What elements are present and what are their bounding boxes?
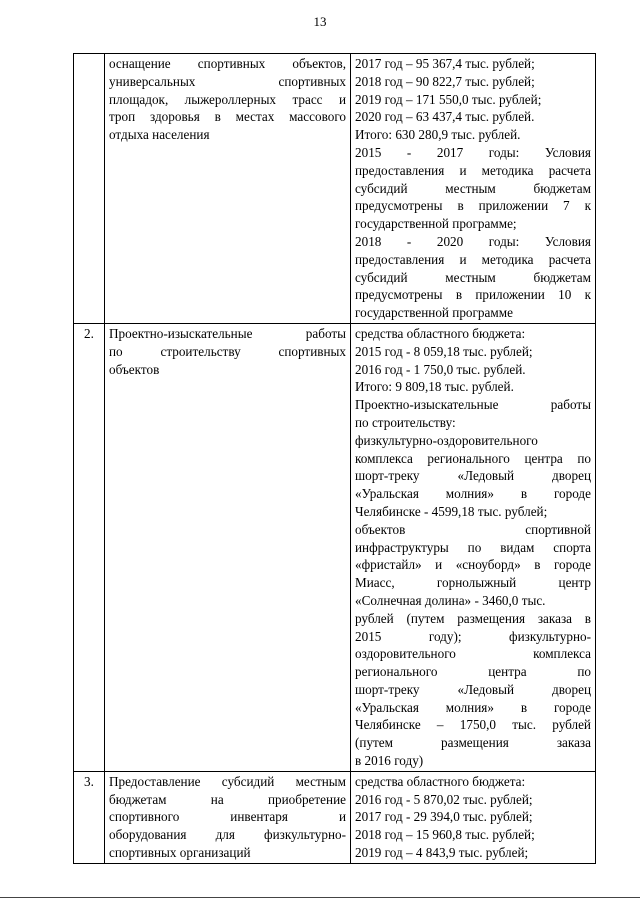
funding-source-line: Челябинске - 4599,18 тыс. рублей; xyxy=(355,503,548,519)
funding-source-line: Итого: 9 809,18 тыс. рублей. xyxy=(355,379,514,395)
funding-source-line: 2015 - 2017 годы: Условия xyxy=(355,144,591,160)
funding-source-line: 2020 год – 63 437,4 тыс. рублей. xyxy=(355,109,535,125)
funding-source-line: инфраструктуры по видам спорта xyxy=(355,539,591,555)
funding-source-cell xyxy=(351,54,596,324)
activity-name-line: площадок, лыжероллерных трасс и xyxy=(109,91,346,107)
activity-name-line: по строительству спортивных xyxy=(109,343,346,359)
funding-source-line: в 2016 году) xyxy=(355,753,424,769)
funding-source-line: «Солнечная долина» - 3460,0 тыс. xyxy=(355,592,546,608)
funding-source-line: 2018 - 2020 годы: Условия xyxy=(355,233,591,249)
funding-source-line: физкультурно-оздоровительного xyxy=(355,432,538,448)
funding-source-line: 2016 год - 5 870,02 тыс. рублей; xyxy=(355,791,533,807)
bottom-rule xyxy=(0,897,640,898)
funding-source-line: субсидий местным бюджетам xyxy=(355,269,591,285)
row-number xyxy=(74,54,105,324)
funding-source-cell xyxy=(351,771,596,863)
funding-source-line: субсидий местным бюджетам xyxy=(355,180,591,196)
funding-source-line: предусмотрены в приложении 10 к xyxy=(355,287,591,303)
activity-name-line: оснащение спортивных объектов, xyxy=(109,56,346,71)
funding-source-line: 2018 год – 90 822,7 тыс. рублей; xyxy=(355,73,535,89)
funding-source-line: рублей (путем размещения заказа в xyxy=(355,610,591,626)
activity-name-line: спортивных организаций xyxy=(109,845,251,861)
funding-source-line: 2017 год - 29 394,0 тыс. рублей; xyxy=(355,809,533,825)
funding-source-line: 2017 год – 95 367,4 тыс. рублей; xyxy=(355,56,535,71)
funding-source-line: Миасс, горнолыжный центр xyxy=(355,575,591,591)
funding-source-line: государственной программе; xyxy=(355,216,517,232)
row-number: 2. xyxy=(74,323,105,771)
program-table xyxy=(73,53,596,864)
table-row xyxy=(74,54,596,324)
row-number: 3. xyxy=(74,771,105,863)
funding-source-line: шорт-треку «Ледовый дворец xyxy=(355,681,591,697)
funding-source-line: «Уральская молния» в городе xyxy=(355,486,591,502)
table-body xyxy=(74,54,596,864)
funding-source-line: Проектно-изыскательные работы xyxy=(355,397,591,413)
funding-source-line: средства областного бюджета: xyxy=(355,773,526,789)
funding-source-line: Челябинске – 1750,0 тыс. рублей xyxy=(355,717,591,733)
funding-source-line: шорт-треку «Ледовый дворец xyxy=(355,468,591,484)
activity-name-line: оборудования для физкультурно- xyxy=(109,827,346,843)
activity-name-line: бюджетам на приобретение xyxy=(109,791,346,807)
activity-name-cell xyxy=(105,323,351,771)
funding-source-line: по строительству: xyxy=(355,414,456,430)
funding-source-line: предоставления и методика расчета xyxy=(355,162,591,178)
funding-source-line: государственной программе xyxy=(355,305,513,321)
funding-source-line: 2019 год – 171 550,0 тыс. рублей; xyxy=(355,91,542,107)
funding-source-line: оздоровительного комплекса xyxy=(355,646,591,662)
funding-source-line: комплекса регионального центра по xyxy=(355,450,591,466)
activity-name-line: спортивного инвентаря и xyxy=(109,809,346,825)
table-row xyxy=(74,323,596,771)
funding-source-line: объектов спортивной xyxy=(355,521,591,537)
activity-name-cell xyxy=(105,771,351,863)
activity-name-line: отдыха населения xyxy=(109,127,210,143)
funding-source-line: 2019 год – 4 843,9 тыс. рублей; xyxy=(355,845,529,861)
activity-name-line: объектов xyxy=(109,361,160,377)
funding-source-line: 2015 год - 8 059,18 тыс. рублей; xyxy=(355,343,533,359)
funding-source-line: предоставления и методика расчета xyxy=(355,251,591,267)
funding-source-line: регионального центра по xyxy=(355,664,591,680)
funding-source-line: 2015 году); физкультурно- xyxy=(355,628,591,644)
funding-source-line: «фристайл» и «сноуборд» в городе xyxy=(355,557,591,573)
funding-source-line: 2018 год – 15 960,8 тыс. рублей; xyxy=(355,827,535,843)
activity-name-line: универсальных спортивных xyxy=(109,73,346,89)
activity-name-line: Предоставление субсидий местным xyxy=(109,773,346,789)
table-row xyxy=(74,771,596,863)
funding-source-line: средства областного бюджета: xyxy=(355,325,526,341)
page-number: 13 xyxy=(313,14,327,29)
funding-source-line: Итого: 630 280,9 тыс. рублей. xyxy=(355,127,521,143)
funding-source-line: предусмотрены в приложении 7 к xyxy=(355,198,591,214)
activity-name-line: троп здоровья в местах массового xyxy=(109,109,346,125)
activity-name-cell xyxy=(105,54,351,324)
funding-source-line: 2016 год - 1 750,0 тыс. рублей. xyxy=(355,361,526,377)
funding-source-cell xyxy=(351,323,596,771)
funding-source-line: (путем размещения заказа xyxy=(355,735,591,751)
activity-name-line: Проектно-изыскательные работы xyxy=(109,325,346,341)
funding-source-line: «Уральская молния» в городе xyxy=(355,699,591,715)
